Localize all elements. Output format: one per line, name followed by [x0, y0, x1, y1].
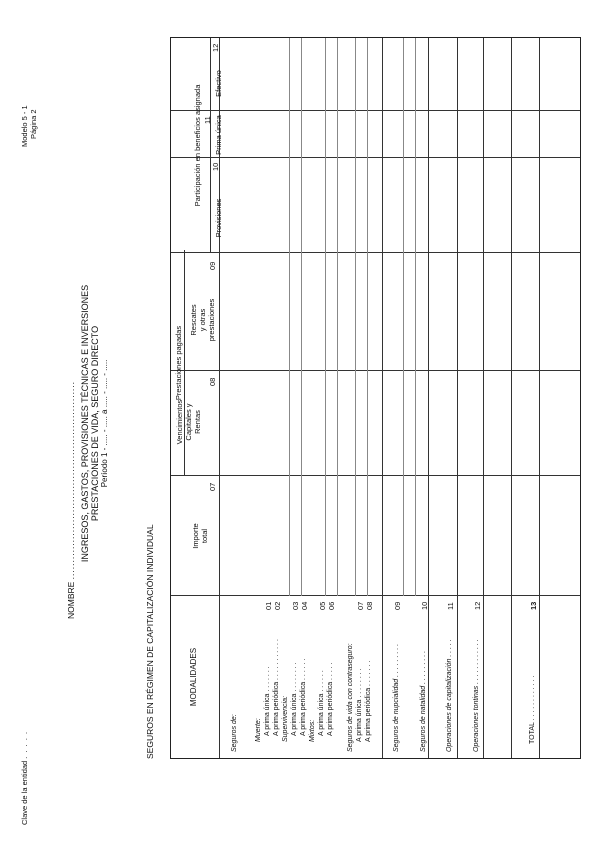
row-line-08	[415, 38, 416, 596]
group-sep-4	[483, 38, 484, 758]
row-06-code: 06	[327, 601, 336, 610]
row-line-02	[301, 38, 302, 596]
row-07-text: A prima única	[356, 699, 363, 742]
row-07-code: 07	[356, 601, 365, 610]
prestaciones-pagadas-header: Prestaciones pagadas	[174, 325, 183, 401]
row-12-label	[473, 639, 480, 752]
group-sep-2	[428, 38, 429, 758]
row-04-dots: . . . . . .	[300, 658, 307, 680]
row-05-code: 05	[318, 601, 327, 610]
col-prima-unica: Prima única	[214, 115, 223, 155]
row-03-text: A prima única	[291, 693, 298, 736]
row-01-code: 01	[264, 601, 273, 610]
row-11-label	[446, 639, 453, 752]
col-divider-6	[171, 110, 580, 111]
row-05-dots: . . . . . .	[318, 670, 325, 692]
name-dots: ...........................................................	[66, 380, 76, 580]
row-08-code: 08	[365, 601, 374, 610]
row-10-label	[420, 651, 427, 752]
group-sep-5	[511, 38, 512, 758]
row-06-text: A prima periódica	[327, 681, 334, 736]
entity-key-text: Clave de la entidad	[20, 760, 29, 825]
entity-key-label	[20, 731, 29, 825]
group-sep-1	[382, 38, 383, 758]
col-resc-line1: Rescates	[189, 304, 198, 336]
row-line-03	[325, 38, 326, 596]
row-line-04	[337, 38, 338, 596]
row-02-label	[273, 639, 280, 736]
row-08-label	[365, 661, 372, 742]
row-13-label	[529, 676, 536, 744]
row-01-text: A prima única	[264, 693, 271, 736]
col-resc-line2: y otras	[198, 308, 207, 332]
row-03-dots: . . . . . . . .	[291, 662, 298, 692]
col-venc-line2: Capitales y	[184, 403, 193, 441]
form-title	[80, 0, 110, 847]
row-line-01	[289, 38, 290, 596]
label-supervivencia: Supervivencia:	[282, 696, 289, 742]
row-04-code: 04	[300, 601, 309, 610]
row-02-code: 02	[273, 601, 282, 610]
col-importe-line2: total	[200, 528, 209, 544]
row-07-dots: . . . . . . . .	[356, 668, 363, 698]
row-line-06	[367, 38, 368, 596]
row-04-label	[300, 659, 307, 736]
section-title: SEGUROS EN RÉGIMEN DE CAPITALIZACIÓN INDIVIDUAL	[145, 524, 155, 759]
row-06-label	[327, 662, 334, 736]
row-02-text: A prima periódica	[273, 681, 280, 736]
row-10-code: 10	[420, 601, 429, 610]
row-02-dots: . . . . . . . . . . .	[273, 639, 280, 680]
label-seguros-de: Seguros de:	[231, 714, 238, 752]
row-09-code: 09	[393, 601, 402, 610]
row-03-label	[291, 662, 298, 736]
col-rescates	[189, 280, 216, 360]
col-code-12: 12	[211, 43, 220, 52]
col-code-09: 09	[208, 261, 217, 270]
row-04-text: A prima periódica	[300, 681, 307, 736]
name-label	[66, 381, 76, 619]
col-code-08: 08	[208, 377, 217, 386]
row-13-text: TOTAL	[529, 722, 536, 744]
row-01-label	[264, 666, 271, 736]
name-label-text: NOMBRE	[66, 581, 76, 619]
entity-key-dots: . . . . .	[20, 730, 29, 759]
row-09-label	[393, 644, 400, 752]
row-10-dots: . . . . . . . . .	[420, 650, 427, 684]
hdr-sep-participacion	[210, 38, 211, 253]
capitalizacion-table	[170, 37, 581, 759]
col-importe-total	[191, 500, 209, 572]
page-number: Página 2	[29, 109, 38, 139]
row-12-text: Operaciones tontinas	[473, 685, 480, 752]
row-08-text: A prima periódica	[365, 687, 372, 742]
row-12-dots: . . . . . . . . . . . .	[473, 639, 480, 684]
row-13-dots: . . . . . . . . . . . .	[529, 675, 536, 721]
row-03-code: 03	[291, 601, 300, 610]
row-05-label	[318, 670, 325, 736]
row-01-dots: . . . . . . .	[264, 666, 271, 692]
col-divider-3	[171, 370, 580, 371]
participacion-header: Participación en beneficios asignada	[193, 84, 202, 207]
col-divider-1	[171, 595, 580, 596]
title-line-1: INGRESOS, GASTOS, PROVISIONES TÉCNICAS E INVERSIONES	[80, 284, 90, 563]
label-muerte: Muerte:	[255, 718, 262, 742]
row-11-code: 11	[446, 602, 455, 610]
group-sep-3	[457, 38, 458, 758]
row-09-dots: . . . . . . . . .	[393, 643, 400, 677]
col-code-10: 10	[211, 162, 220, 171]
row-09-text: Seguros de nupcialidad	[393, 678, 400, 752]
col-venc-line3: Rentas	[193, 410, 202, 434]
col-vencimientos	[175, 382, 202, 462]
row-08-dots: . . . . . . .	[365, 660, 372, 686]
row-11-text: Operaciones de capitalización	[446, 658, 453, 752]
row-10-text: Seguros de natalidad	[420, 685, 427, 752]
title-line-3: Período 1 - ..... - ..... a ..... - ..... - .....	[100, 359, 109, 488]
col-efectivo: Efectivo	[214, 70, 223, 97]
label-contraseguro: Seguros de vida con contraseguro:	[347, 643, 354, 752]
row-05-text: A prima única	[318, 693, 325, 736]
group-sep-6	[539, 38, 540, 758]
row-07-label	[356, 668, 363, 742]
label-mixtos: Mixtos:	[309, 719, 316, 742]
row-line-05	[355, 38, 356, 596]
row-11-dots: . . . . .	[446, 639, 453, 657]
col-divider-5	[171, 157, 580, 158]
col-provisiones: Provisiones	[214, 198, 223, 238]
col-resc-line3: prestaciones	[207, 298, 216, 342]
row-06-dots: . . . . .	[327, 662, 334, 680]
col-code-11: 11	[203, 116, 212, 124]
col-importe-line1: Importe	[191, 523, 200, 549]
model-number: Modelo 5 - 1	[20, 105, 29, 147]
col-divider-2	[171, 475, 580, 476]
row-13-code: 13	[529, 601, 538, 610]
col-code-07: 07	[208, 482, 217, 491]
col-divider-4	[171, 252, 580, 253]
title-line-2: PRESTACIONES DE VIDA, SEGURO DIRECTO	[90, 325, 100, 522]
row-line-07	[403, 38, 404, 596]
col-venc-line1: Vencimientos	[175, 399, 184, 445]
row-12-code: 12	[473, 601, 482, 610]
modalidades-header: MODALIDADES	[189, 647, 198, 707]
